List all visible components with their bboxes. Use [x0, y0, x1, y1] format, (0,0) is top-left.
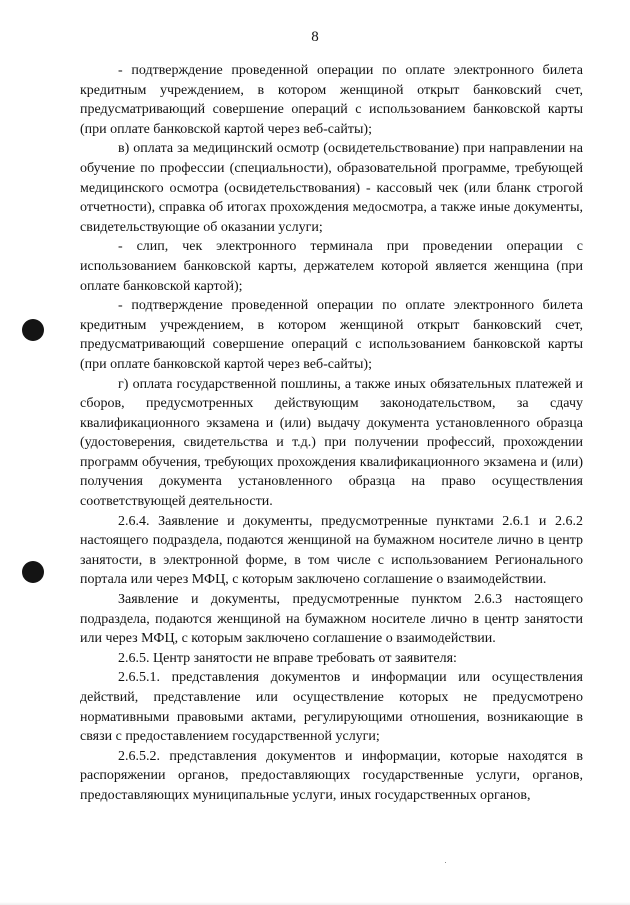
paragraph-state-duty: г) оплата государственной пошлины, а также иных обязательных платежей и сборов, предусмотренных действующим законодательством, за сдачу квалификационного экзамена и (или) выдачу документа установленного образца (удостоверения, свидетельства и т.д.) при получении профессий, прохождении программ обучения, требующих прохождения квалификационного экзамена и (или) получения документа установленного образца на право осуществления соответствующей деятельности.: [80, 376, 583, 510]
paragraph-payment-confirmation-1: - подтверждение проведенной операции по оплате электронного билета кредитным учреждением, в котором женщиной открыт банковский счет, предусматривающий совершение операций с использованием банковской карты (при оплате банковской картой через веб-сайты);: [80, 63, 583, 137]
scan-artifact: [445, 862, 446, 863]
page-number: 8: [311, 29, 319, 45]
document-body: [80, 61, 583, 806]
paragraph-payment-confirmation-2: - подтверждение проведенной операции по оплате электронного билета кредитным учреждением, в котором женщиной открыт банковский счет, предусматривающий совершение операций с использованием банковской карты (при оплате банковской картой через веб-сайты);: [80, 298, 583, 372]
paragraph-2-6-5-1: 2.6.5.1. представления документов и информации или осуществления действий, представление или осуществление которых не предусмотрено нормативными правовыми актами, регулирующими отношения, возникающие в связи с предоставлением государственной услуги;: [80, 670, 583, 745]
punch-hole-mark: [22, 319, 44, 341]
paragraph-terminal-slip: - слип, чек электронного терминала при проведении операции с использованием банковской карты, держателем которой является женщина (при оплате банковской картой);: [80, 239, 583, 294]
paragraph-2-6-3-submission: Заявление и документы, предусмотренные пунктом 2.6.3 настоящего подраздела, подаются женщиной на бумажном носителе лично в центр занятости или через МФЦ, с которым заключено соглашение о взаимодействии.: [80, 592, 583, 647]
paragraph-2-6-5-2: 2.6.5.2. представления документов и информации, которые находятся в распоряжении органов, предоставляющих государственные услуги, органов, предоставляющих муниципальные услуги, иных государственных органов,: [80, 748, 583, 803]
paragraph-medical-exam-payment: в) оплата за медицинский осмотр (освидетельствование) при направлении на обучение по профессии (специальности), образовательной программе, требующей медицинского осмотра (освидетельствования) - кассовый чек (или бланк строгой отчетности), справка об итогах прохождения медосмотра, а также иные документы, свидетельствующие об оказании услуги;: [80, 141, 583, 235]
paragraph-2-6-5: 2.6.5. Центр занятости не вправе требовать от заявителя:: [118, 650, 457, 666]
paragraph-2-6-4: 2.6.4. Заявление и документы, предусмотренные пунктами 2.6.1 и 2.6.2 настоящего подраздела, подаются женщиной на бумажном носителе лично в центр занятости, в электронной форме, в том числе с использованием Регионального портала или через МФЦ, с которым заключено соглашение о взаимодействии.: [80, 513, 583, 588]
punch-hole-mark: [22, 561, 44, 583]
